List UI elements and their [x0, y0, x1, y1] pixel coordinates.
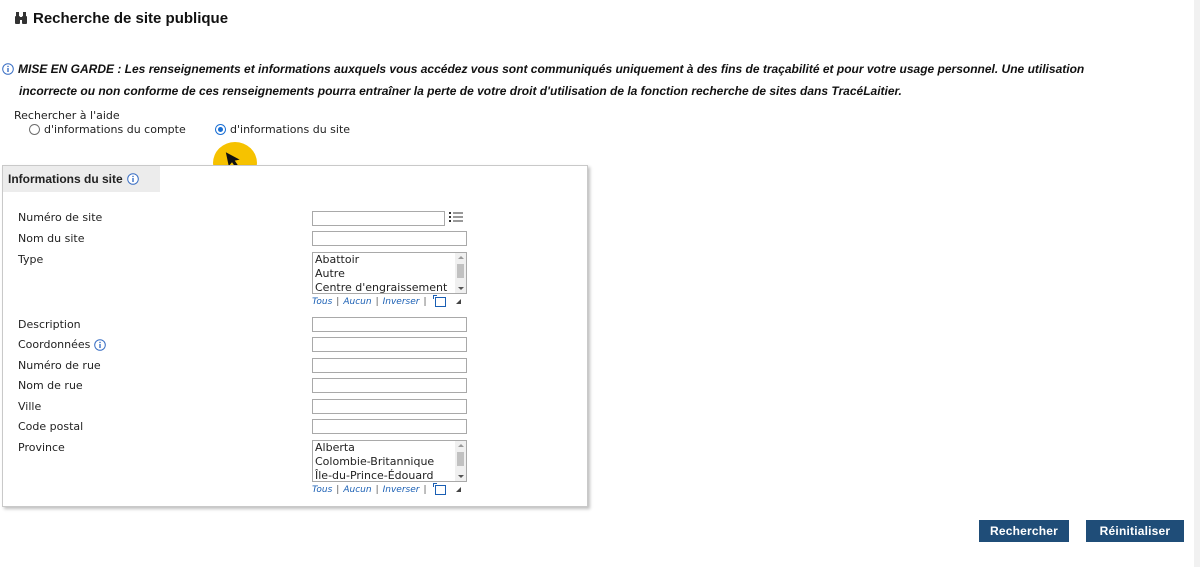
binoculars-icon	[14, 11, 28, 25]
description-input[interactable]	[312, 317, 467, 332]
province-label: Province	[18, 441, 65, 454]
list-option[interactable]: Autre	[315, 267, 345, 280]
type-list-links: Tous | Aucun | Inverser |	[312, 296, 446, 308]
site-name-input[interactable]	[312, 231, 467, 246]
coordinates-label-text: Coordonnées	[18, 338, 91, 351]
warning-line-2: incorrecte ou non conforme de ces renseignements pourra entraîner la perte de votre droit d'utilisation de la fonction recherche de sites dans TracéLaitier.	[19, 84, 902, 98]
site-number-input[interactable]	[312, 211, 445, 226]
page-title: Recherche de site publique	[33, 9, 229, 27]
page-header	[14, 8, 228, 28]
postal-code-label: Code postal	[18, 420, 84, 433]
select-none-link[interactable]: Aucun	[343, 297, 372, 307]
radio-button-checked[interactable]	[215, 124, 226, 135]
list-option[interactable]: Alberta	[315, 441, 355, 454]
coordinates-input[interactable]	[312, 337, 467, 352]
street-number-label: Numéro de rue	[18, 359, 101, 372]
street-name-label: Nom de rue	[18, 379, 83, 392]
scroll-down-icon[interactable]	[458, 287, 464, 290]
list-option[interactable]: Île-du-Prince-Édouard	[315, 469, 434, 482]
info-icon[interactable]	[127, 173, 139, 185]
select-all-link[interactable]: Tous	[312, 485, 333, 495]
postal-code-input[interactable]	[312, 419, 467, 434]
scroll-thumb[interactable]	[457, 264, 464, 278]
province-listbox[interactable]	[312, 440, 467, 482]
scroll-up-icon[interactable]	[458, 256, 464, 259]
scrollbar[interactable]	[455, 441, 466, 481]
site-info-panel	[2, 165, 588, 507]
invert-link[interactable]: Inverser	[382, 485, 420, 495]
list-option[interactable]: Centre d'engraissement	[315, 281, 448, 294]
list-icon[interactable]	[449, 211, 463, 223]
expand-icon[interactable]	[435, 485, 446, 495]
scroll-down-icon[interactable]	[458, 475, 464, 478]
coordinates-label	[18, 338, 106, 351]
search-button[interactable]: Rechercher	[979, 520, 1069, 542]
search-mode-label: Rechercher à l'aide	[14, 109, 120, 122]
type-label: Type	[18, 253, 44, 266]
panel-title: Informations du site	[8, 172, 123, 186]
select-all-link[interactable]: Tous	[312, 297, 333, 307]
resize-handle-icon[interactable]	[456, 299, 461, 304]
radio-label-site: d'informations du site	[230, 123, 351, 136]
province-list-links: Tous | Aucun | Inverser |	[312, 484, 446, 496]
invert-link[interactable]: Inverser	[382, 297, 420, 307]
city-label: Ville	[18, 400, 42, 413]
type-listbox[interactable]	[312, 252, 467, 294]
radio-label-account: d'informations du compte	[44, 123, 186, 136]
list-option[interactable]: Colombie-Britannique	[315, 455, 435, 468]
resize-handle-icon[interactable]	[456, 487, 461, 492]
site-name-label: Nom du site	[18, 232, 85, 245]
street-number-input[interactable]	[312, 358, 467, 373]
select-none-link[interactable]: Aucun	[343, 485, 372, 495]
reset-button[interactable]: Réinitialiser	[1086, 520, 1184, 542]
expand-icon[interactable]	[435, 297, 446, 307]
radio-button[interactable]	[29, 124, 40, 135]
radio-account-info[interactable]	[29, 123, 186, 136]
info-icon	[2, 63, 14, 75]
window-edge	[1194, 0, 1200, 567]
description-label: Description	[18, 318, 81, 331]
scrollbar[interactable]	[455, 253, 466, 293]
site-number-label: Numéro de site	[18, 211, 103, 224]
info-icon[interactable]	[94, 339, 106, 351]
scroll-up-icon[interactable]	[458, 444, 464, 447]
street-name-input[interactable]	[312, 378, 467, 393]
list-option[interactable]: Abattoir	[315, 253, 360, 266]
city-input[interactable]	[312, 399, 467, 414]
warning-line-1: MISE EN GARDE : Les renseignements et informations auxquels vous accédez vous sont communiqués uniquement à des fins de traçabilité et pour votre usage personnel. Une utilisation	[18, 62, 1085, 76]
warning-notice	[2, 58, 1192, 102]
scroll-thumb[interactable]	[457, 452, 464, 466]
radio-site-info[interactable]	[215, 123, 350, 136]
panel-header	[3, 166, 160, 192]
